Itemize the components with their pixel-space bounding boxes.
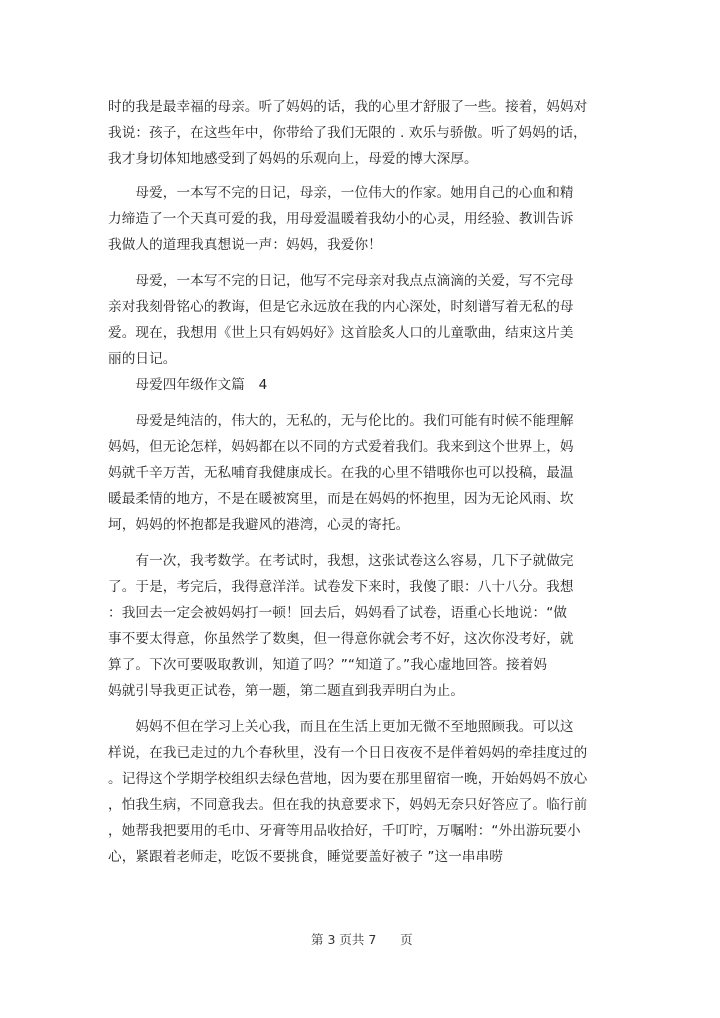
text-line: 我才身切体知地感受到了妈妈的乐观向上，母爱的博大深厚。 [108, 151, 478, 167]
paragraph-3 [108, 268, 598, 372]
text-line: 我说：孩子，在这些年中，你带给了我们无限的 . 欢乐与骄傲。听了妈妈的话， [108, 125, 587, 141]
paragraph-6 [108, 714, 598, 870]
paragraph-1 [108, 94, 598, 172]
paragraph-4 [108, 408, 598, 538]
text-line: 。记得这个学期学校组织去绿色营地，因为要在那里留宿一晚，开始妈妈不放心 [108, 771, 588, 787]
text-line: 时的我是最幸福的母亲。听了妈妈的话，我的心里才舒服了一些。接着，妈妈对 [108, 99, 588, 115]
text-line: 妈就千辛万苦，无私哺育我健康成长。在我的心里不错哦你也可以投稿，最温 [108, 465, 574, 481]
text-line: 算了。下次可要吸取教训，知道了吗？”“知道了。”我心虚地回答。接着妈 [108, 657, 548, 673]
section-heading [108, 372, 598, 398]
text-line: 力缔造了一个天真可爱的我，用母爱温暖着我幼小的心灵，用经验、教训告诉 [108, 211, 574, 227]
text-line: 暖最柔情的地方，不是在暖被窝里，而是在妈妈的怀抱里，因为无论风雨、坎 [108, 491, 574, 507]
text-line: 爱。现在，我想用《世上只有妈妈好》这首脍炙人口的儿童歌曲，结束这片美 [108, 325, 574, 341]
text-line: 亲对我刻骨铭心的教诲，但是它永远放在我的内心深处，时刻谱写着无私的母 [108, 299, 574, 315]
text-line: ，她帮我把要用的毛巾、牙膏等用品收拾好，千叮咛，万嘱咐：“外出游玩要小 [108, 823, 581, 839]
paragraph-2 [108, 180, 598, 258]
text-line: 妈就引导我更正试卷，第一题，第二题直到我弄明白为止。 [108, 683, 465, 699]
text-line: 母爱是纯洁的，伟大的，无私的，无与伦比的。我们可能有时候不能理解 [108, 413, 574, 429]
text-line: 样说，在我已走过的九个春秋里，没有一个日日夜夜不是伴着妈妈的牵挂度过的 [108, 745, 588, 761]
heading-text: 母爱四年级作文篇 4 [108, 377, 268, 393]
text-line: 妈妈不但在学习上关心我，而且在生活上更加无微不至地照顾我。可以这 [108, 719, 574, 735]
text-line: 我做人的道理我真想说一声：妈妈，我爱你！ [108, 237, 382, 253]
text-line: ，怕我生病，不同意我去。但在我的执意要求下，妈妈无奈只好答应了。临行前 [108, 797, 588, 813]
text-line: 丽的日记。 [108, 351, 177, 367]
text-line: 母爱，一本写不完的日记，他写不完母亲对我点点滴滴的关爱，写不完母 [108, 273, 574, 289]
text-line: 有一次，我考数学。在考试时，我想，这张试卷这么容易，几下子就做完 [108, 553, 574, 569]
text-line: 妈妈，但无论怎样，妈妈都在以不同的方式爱着我们。我来到这个世界上，妈 [108, 439, 574, 455]
page-number-footer: 第 3 页共 7 页 [311, 932, 413, 947]
paragraph-5 [108, 548, 598, 704]
text-line: 坷，妈妈的怀抱都是我避风的港湾，心灵的寄托。 [108, 517, 410, 533]
text-line: 了。于是，考完后，我得意洋洋。试卷发下来时，我傻了眼：八十八分。我想 [108, 579, 574, 595]
text-line: 事不要太得意，你虽然学了数奥，但一得意你就会考不好，这次你没考好，就 [108, 631, 574, 647]
text-line: 母爱，一本写不完的日记，母亲，一位伟大的作家。她用自己的心血和精 [108, 185, 574, 201]
text-line: 心，紧跟着老师走，吃饭不要挑食，睡觉要盖好被子 ”这一串串唠 [108, 849, 503, 865]
text-line: ：我回去一定会被妈妈打一顿！回去后，妈妈看了试卷，语重心长地说：“做 [108, 605, 568, 621]
